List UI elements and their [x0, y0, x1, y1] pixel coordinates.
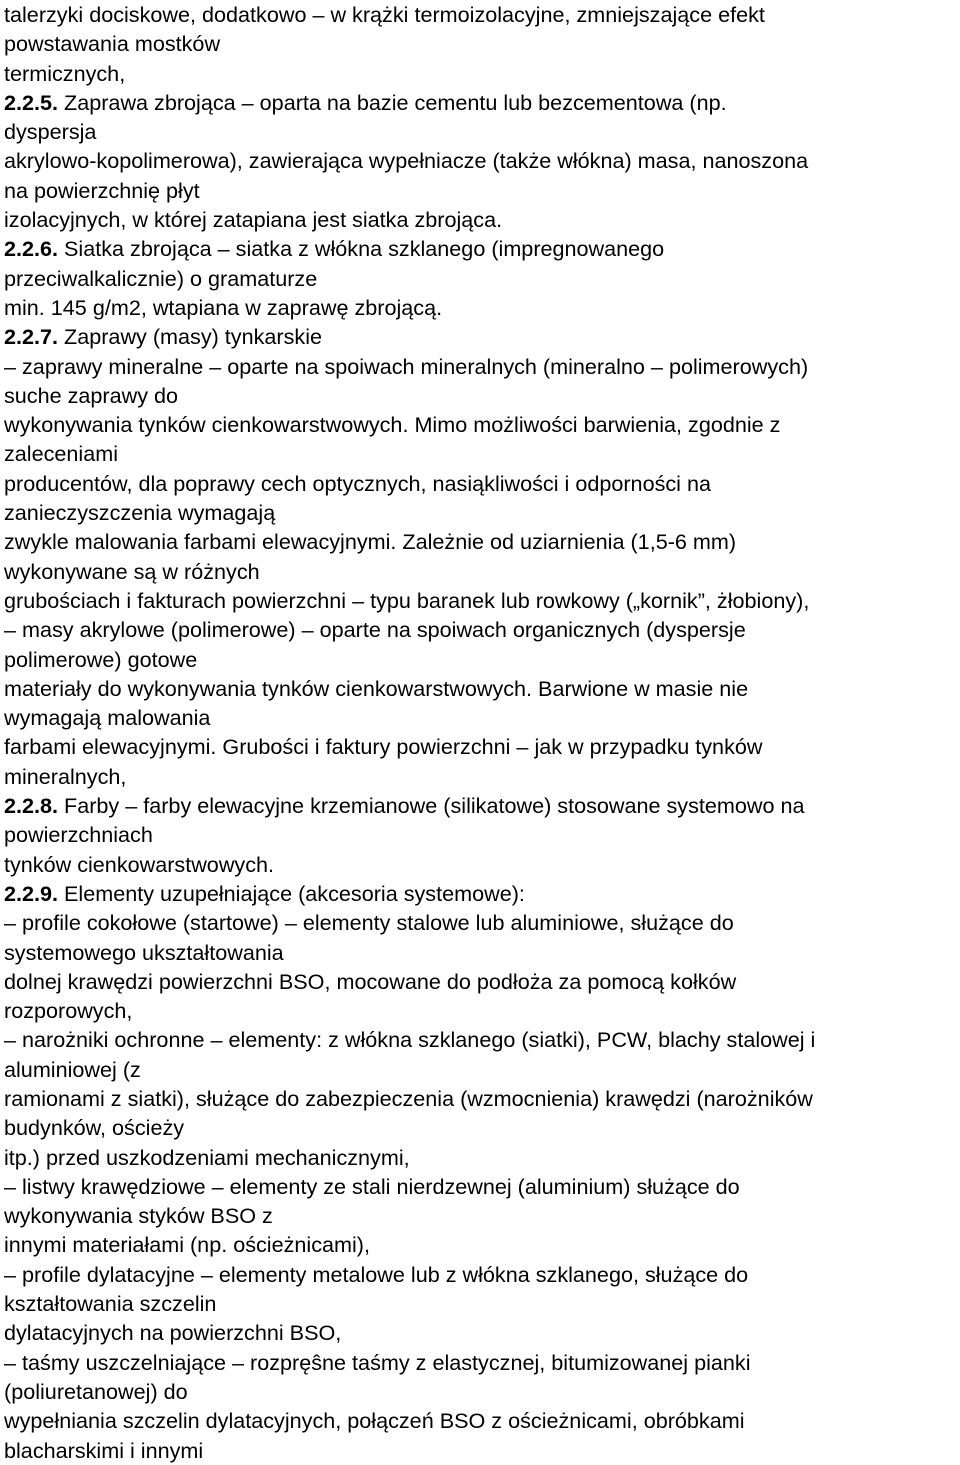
line-text: farbami elewacyjnymi. Grubości i faktury powierzchni – jak w przypadku tynków — [4, 734, 763, 760]
text-line — [4, 1436, 958, 1465]
text-line — [4, 703, 958, 732]
line-text: powstawania mostków — [4, 31, 221, 57]
text-line — [4, 1348, 958, 1377]
line-text: innymi materiałami (np. ościeżnicami), — [4, 1232, 370, 1258]
section-number: 2.2.6. — [4, 236, 59, 262]
section-heading-line — [4, 234, 958, 263]
text-line — [4, 996, 958, 1025]
line-text: Zaprawy (masy) tynkarskie — [58, 324, 323, 350]
text-line — [4, 1113, 958, 1142]
text-line — [4, 146, 958, 175]
text-line — [4, 732, 958, 761]
line-text: dolnej krawędzi powierzchni BSO, mocowane do podłoża za pomocą kołków — [4, 968, 737, 994]
line-text: Zaprawa zbrojąca – oparta na bazie cementu lub bezcementowa (np. — [58, 89, 727, 115]
line-text: Elementy uzupełniające (akcesoria systemowe): — [58, 880, 525, 906]
text-line — [4, 1260, 958, 1289]
line-text: wykonywania tynków cienkowarstwowych. Mimo możliwości barwienia, zgodnie z — [4, 412, 781, 438]
line-text: (poliuretanowej) do — [4, 1378, 188, 1404]
text-line — [4, 117, 958, 146]
document-page — [4, 0, 958, 1465]
line-text: wypełniania szczelin dylatacyjnych, połączeń BSO z ościeżnicami, obróbkami — [4, 1408, 745, 1434]
line-text: zwykle malowania farbami elewacyjnymi. Zależnie od uziarnienia (1,5-6 mm) — [4, 529, 737, 555]
text-line — [4, 1172, 958, 1201]
section-number: 2.2.7. — [4, 324, 59, 350]
text-line — [4, 439, 958, 468]
line-text: – listwy krawędziowe – elementy ze stali nierdzewnej (aluminium) służące do — [4, 1173, 740, 1199]
line-text: systemowego ukształtowania — [4, 939, 284, 965]
text-line — [4, 938, 958, 967]
text-line — [4, 645, 958, 674]
line-text: tynków cienkowarstwowych. — [4, 851, 275, 877]
section-number: 2.2.5. — [4, 89, 59, 115]
line-text: kształtowania szczelin — [4, 1291, 217, 1317]
text-line — [4, 1318, 958, 1347]
line-text: grubościach i fakturach powierzchni – typu baranek lub rowkowy („kornik”, żłobiony), — [4, 587, 810, 613]
text-line — [4, 586, 958, 615]
line-text: – profile dylatacyjne – elementy metalowe lub z włókna szklanego, służące do — [4, 1261, 749, 1287]
text-line — [4, 264, 958, 293]
line-text: Siatka zbrojąca – siatka z włókna szklanego (impregnowanego — [58, 236, 665, 262]
section-heading-line — [4, 322, 958, 351]
text-line — [4, 615, 958, 644]
text-line — [4, 205, 958, 234]
line-text: aluminiowej (z — [4, 1056, 141, 1082]
line-text: powierzchniach — [4, 822, 153, 848]
line-text: mineralnych, — [4, 763, 127, 789]
text-line — [4, 967, 958, 996]
section-number: 2.2.8. — [4, 793, 59, 819]
text-line — [4, 1084, 958, 1113]
text-line — [4, 0, 958, 29]
text-line — [4, 1201, 958, 1230]
line-text: Farby – farby elewacyjne krzemianowe (silikatowe) stosowane systemowo na — [58, 793, 805, 819]
text-line — [4, 1377, 958, 1406]
text-line — [4, 1230, 958, 1259]
line-text: zanieczyszczenia wymagają — [4, 500, 276, 526]
line-text: polimerowe) gotowe — [4, 646, 198, 672]
text-line — [4, 1025, 958, 1054]
section-heading-line — [4, 791, 958, 820]
line-text: – profile cokołowe (startowe) – elementy stalowe lub aluminiowe, służące do — [4, 910, 734, 936]
text-line — [4, 381, 958, 410]
text-line — [4, 908, 958, 937]
line-text: ramionami z siatki), służące do zabezpieczenia (wzmocnienia) krawędzi (narożników — [4, 1085, 813, 1111]
section-number: 2.2.9. — [4, 880, 59, 906]
text-line — [4, 850, 958, 879]
line-text: producentów, dla poprawy cech optycznych, nasiąkliwości i odporności na — [4, 470, 711, 496]
text-line — [4, 1406, 958, 1435]
text-line — [4, 527, 958, 556]
text-line — [4, 820, 958, 849]
text-line — [4, 469, 958, 498]
line-text: wymagają malowania — [4, 705, 211, 731]
text-line — [4, 498, 958, 527]
line-text: budynków, ościeży — [4, 1115, 185, 1141]
text-line — [4, 762, 958, 791]
text-line — [4, 1055, 958, 1084]
line-text: materiały do wykonywania tynków cienkowarstwowych. Barwione w masie nie — [4, 675, 749, 701]
text-line — [4, 59, 958, 88]
line-text: blacharskimi i innymi — [4, 1437, 204, 1463]
line-text: zaleceniami — [4, 441, 119, 467]
text-line — [4, 1143, 958, 1172]
section-heading-line — [4, 88, 958, 117]
text-line — [4, 352, 958, 381]
line-text: dyspersja — [4, 119, 97, 145]
line-text: wykonywania styków BSO z — [4, 1203, 273, 1229]
line-text: przeciwalkalicznie) o gramaturze — [4, 265, 318, 291]
line-text: itp.) przed uszkodzeniami mechanicznymi, — [4, 1144, 410, 1170]
text-line — [4, 674, 958, 703]
line-text: – masy akrylowe (polimerowe) – oparte na spoiwach organicznych (dyspersje — [4, 617, 746, 643]
text-line — [4, 1289, 958, 1318]
line-text: suche zaprawy do — [4, 382, 179, 408]
line-text: – zaprawy mineralne – oparte na spoiwach mineralnych (mineralno – polimerowych) — [4, 353, 809, 379]
line-text: – narożniki ochronne – elementy: z włókna szklanego (siatki), PCW, blachy stalowej i — [4, 1027, 816, 1053]
line-text: min. 145 g/m2, wtapiana w zaprawę zbrojącą. — [4, 294, 443, 320]
line-text: dylatacyjnych na powierzchni BSO, — [4, 1320, 342, 1346]
text-line — [4, 29, 958, 58]
line-text: – taśmy uszczelniające – rozpręŝne taśmy z elastycznej, bitumizowanej pianki — [4, 1349, 751, 1375]
section-heading-line — [4, 879, 958, 908]
line-text: talerzyki dociskowe, dodatkowo – w krążki termoizolacyjne, zmniejszające efekt — [4, 2, 765, 27]
line-text: akrylowo-kopolimerowa), zawierająca wypełniacze (także włókna) masa, nanoszona — [4, 148, 809, 174]
line-text: na powierzchnię płyt — [4, 177, 200, 203]
line-text: izolacyjnych, w której zatapiana jest siatka zbrojąca. — [4, 207, 503, 233]
text-line — [4, 176, 958, 205]
line-text: termicznych, — [4, 60, 126, 86]
text-line — [4, 410, 958, 439]
text-line — [4, 293, 958, 322]
line-text: wykonywane są w różnych — [4, 558, 260, 584]
line-text: rozporowych, — [4, 998, 133, 1024]
text-line — [4, 557, 958, 586]
